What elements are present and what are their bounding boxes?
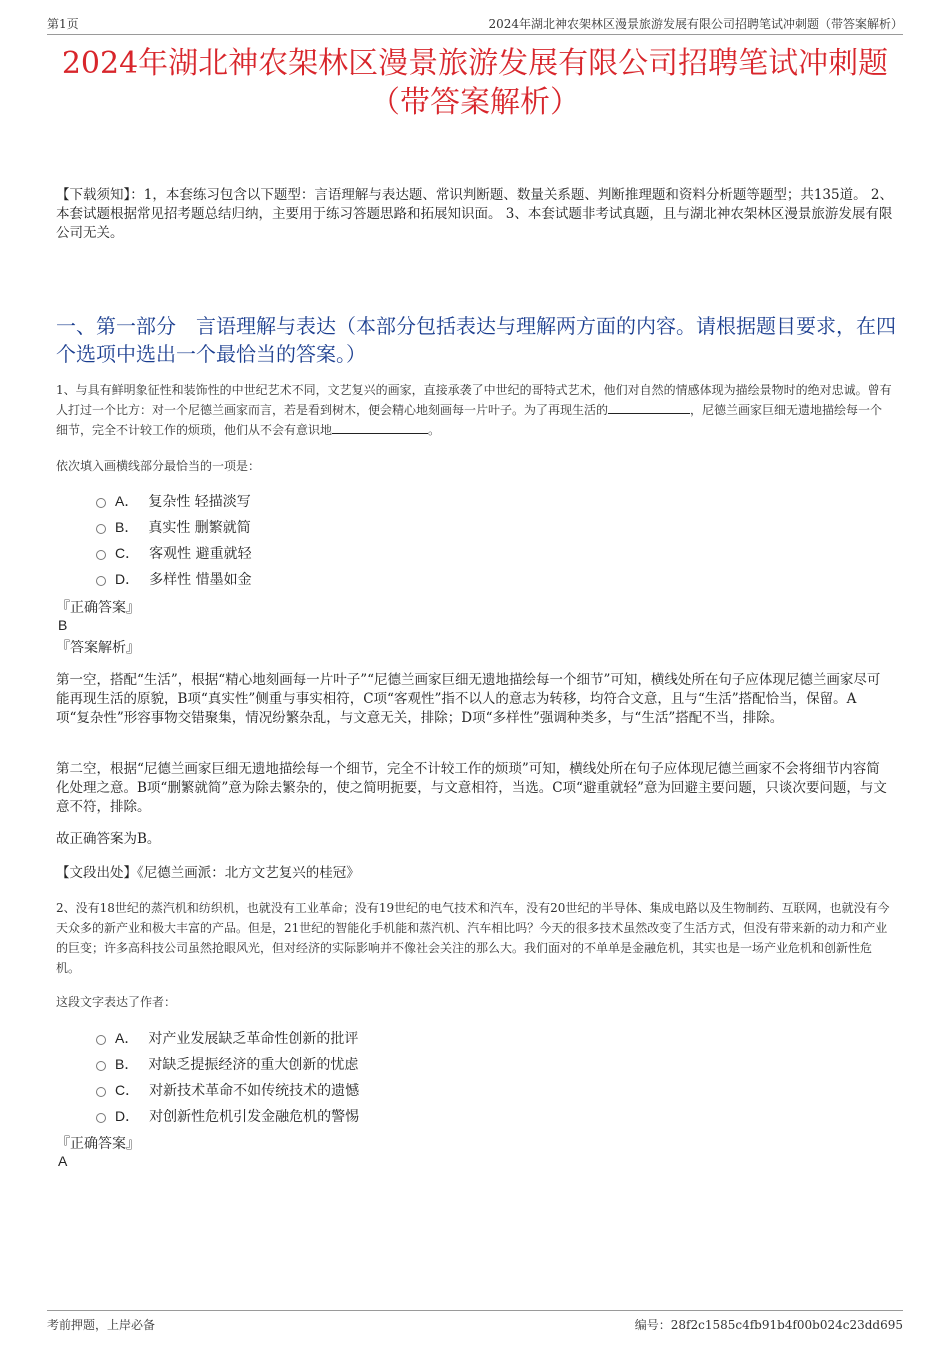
- radio-icon[interactable]: [96, 498, 106, 508]
- option-letter: D．: [115, 1108, 140, 1124]
- option-b[interactable]: [96, 1051, 359, 1077]
- option-letter: D．: [115, 571, 140, 587]
- question-2-options: [96, 1025, 359, 1129]
- header-doc-title: 2024年湖北神农架林区漫景旅游发展有限公司招聘笔试冲刺题（带答案解析）: [488, 17, 903, 31]
- title-line-1: 2024年湖北神农架林区漫景旅游发展有限公司招聘笔试冲刺题: [61, 46, 889, 81]
- radio-icon[interactable]: [96, 1061, 106, 1071]
- question-1-text: [56, 380, 894, 440]
- download-notice: 【下载须知】：1，本套练习包含以下题型：言语理解与表达题、常识判断题、数量关系题、判断推理题和资料分析题等题型；共135道。 2、本套试题根据常见招考题总结归纳，主要用于练习答题思路和拓展知识面。 3、本套试题非考试真题，且与湖北神农架林区漫景旅游发展有限公司无关。: [56, 187, 893, 241]
- blank-1: [608, 401, 690, 414]
- question-1-prompt: 依次填入画横线部分最恰当的一项是：: [56, 459, 261, 473]
- page-footer: [47, 1310, 903, 1332]
- option-text: 对新技术革命不如传统技术的遗憾: [149, 1083, 360, 1099]
- analysis-label: 『答案解析』: [56, 640, 140, 656]
- option-b[interactable]: [96, 514, 252, 540]
- title-line-2: （带答案解析）: [370, 85, 580, 120]
- option-c[interactable]: [96, 1077, 359, 1103]
- analysis-paragraph-1: 第一空，搭配“生活”，根据“精心地刻画每一片叶子”“尼德兰画家巨细无遗地描绘每一个细节”可知，横线处所在句子应体现尼德兰画家尽可能再现生活的原貌，B项“真实性”侧重与事实相符，C项“客观性”指不以人的意志为转移，均符合文意，且与“生活”搭配恰当，保留。A项“复杂性”形容事物交错聚集，情况纷繁杂乱，与文意无关，排除；D项“多样性”强调种类多，与“生活”搭配不当，排除。: [56, 672, 881, 726]
- page-header: [47, 12, 903, 35]
- radio-icon[interactable]: [96, 1035, 106, 1045]
- option-letter: A．: [115, 1030, 139, 1046]
- question-1-text-c: 。: [428, 423, 441, 437]
- blank-2: [332, 421, 428, 434]
- footer-slogan: 考前押题，上岸必备: [47, 1318, 156, 1332]
- option-text: 真实性 删繁就简: [148, 520, 251, 536]
- option-a[interactable]: [96, 488, 252, 514]
- question-1-text-a: 1、与具有鲜明象征性和装饰性的中世纪艺术不同，文艺复兴的画家，直接承袭了中世纪的哥特式艺术，他们对自然的情感体现为描绘景物时的绝对忠诚。曾有人打过一个比方：对一个尼德兰画家而言，若是看到树木，便会精心地刻画每一片叶子。为了再现生活的: [56, 383, 892, 417]
- option-text: 对缺乏提振经济的重大创新的忧虑: [148, 1057, 359, 1073]
- correct-answer-value: B: [58, 617, 68, 633]
- option-a[interactable]: [96, 1025, 359, 1051]
- page-number: 第1页: [47, 17, 79, 31]
- correct-answer-label: 『正确答案』: [56, 1136, 140, 1152]
- radio-icon[interactable]: [96, 550, 106, 560]
- option-text: 对创新性危机引发金融危机的警惕: [149, 1109, 360, 1125]
- option-letter: C．: [115, 1082, 140, 1098]
- option-letter: A．: [115, 493, 139, 509]
- option-letter: B．: [115, 1056, 139, 1072]
- correct-answer-value: A: [58, 1153, 68, 1169]
- option-text: 多样性 惜墨如金: [149, 572, 252, 588]
- question-1-text-b: ，尼德兰画家巨细无遗地描绘每一个细节，完全不计较工作的烦琐，他们从不会有意识地: [56, 403, 883, 437]
- option-d[interactable]: [96, 1103, 359, 1129]
- document-title: [40, 44, 910, 122]
- radio-icon[interactable]: [96, 524, 106, 534]
- analysis-paragraph-2: 第二空，根据“尼德兰画家巨细无遗地描绘每一个细节，完全不计较工作的烦琐”可知，横线处所在句子应体现尼德兰画家不会将细节内容简化处理之意。B项“删繁就简”意为除去繁杂的，使之简明扼要，与文意相符，当选。C项“避重就轻”意为回避主要问题，只谈次要问题，与文意不符，排除。: [56, 761, 887, 815]
- source-citation: 【文段出处】《尼德兰画派：北方文艺复兴的桂冠》: [56, 865, 360, 881]
- question-2-prompt: 这段文字表达了作者：: [56, 995, 177, 1009]
- option-text: 复杂性 轻描淡写: [148, 494, 251, 510]
- radio-icon[interactable]: [96, 1113, 106, 1123]
- analysis-conclusion: 故正确答案为B。: [56, 831, 161, 847]
- option-letter: B．: [115, 519, 139, 535]
- correct-answer-label: 『正确答案』: [56, 600, 140, 616]
- option-text: 对产业发展缺乏革命性创新的批评: [148, 1031, 359, 1047]
- option-d[interactable]: [96, 566, 252, 592]
- option-text: 客观性 避重就轻: [149, 546, 252, 562]
- radio-icon[interactable]: [96, 1087, 106, 1097]
- question-2-text: 2、没有18世纪的蒸汽机和纺织机，也就没有工业革命；没有19世纪的电气技术和汽车，没有20世纪的半导体、集成电路以及生物制药、互联网，也就没有今天众多的新产业和极大丰富的产品。但是，21世纪的智能化手机能和蒸汽机、汽车相比吗？今天的很多技术虽然改变了生活方式，但没有带来新的动力和产业的巨变；许多高科技公司虽然抢眼风光，但对经济的实际影响并不像社会关注的那么大。我们面对的不单单是金融危机，其实也是一场产业危机和创新性危机。: [56, 901, 890, 975]
- section-heading: 一、第一部分 言语理解与表达（本部分包括表达与理解两方面的内容。请根据题目要求，在四个选项中选出一个最恰当的答案。）: [56, 314, 896, 366]
- option-c[interactable]: [96, 540, 252, 566]
- radio-icon[interactable]: [96, 576, 106, 586]
- question-1-options: [96, 488, 252, 592]
- footer-serial: 编号：28f2c1585c4fb91b4f00b024c23dd695: [634, 1318, 903, 1332]
- option-letter: C．: [115, 545, 140, 561]
